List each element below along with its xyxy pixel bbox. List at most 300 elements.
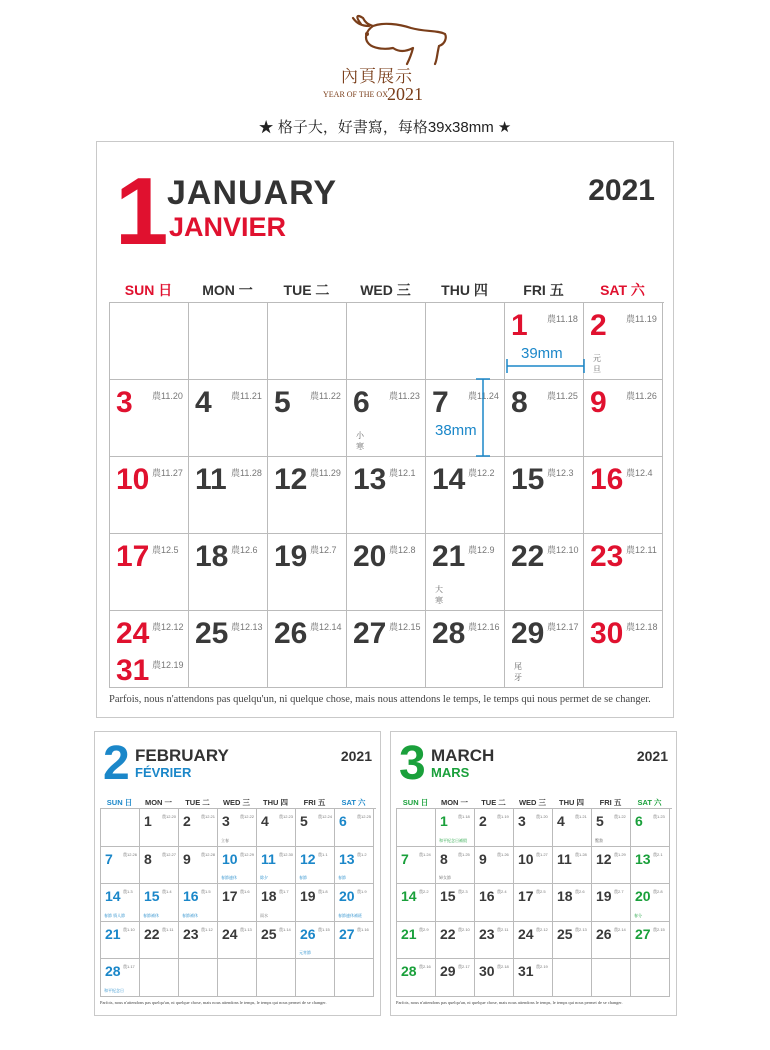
day-number: 17 xyxy=(222,888,238,905)
day-number: 9 xyxy=(590,386,607,419)
day-number: 30 xyxy=(479,963,495,980)
lunar-date: 農2.9 xyxy=(419,926,429,932)
lunar-date: 農12.13 xyxy=(231,622,263,632)
lunar-date: 農1.23 xyxy=(653,814,665,819)
lunar-date: 農1.13 xyxy=(240,926,252,932)
page-header xyxy=(0,0,770,140)
lunar-date: 農12.2 xyxy=(468,468,495,478)
day-cell[interactable] xyxy=(268,611,347,688)
day-cell[interactable] xyxy=(553,884,592,922)
day-cell[interactable] xyxy=(179,809,218,847)
day-cell[interactable] xyxy=(514,922,553,960)
day-number: 10 xyxy=(116,463,150,496)
day-number: 22 xyxy=(440,925,456,942)
day-number: 28 xyxy=(105,963,121,980)
day-number: 20 xyxy=(635,888,651,905)
day-cell[interactable] xyxy=(475,847,514,885)
day-cell[interactable] xyxy=(505,611,584,688)
day-number: 31 xyxy=(518,963,534,980)
lunar-date: 農1.27 xyxy=(536,851,548,857)
lunar-date: 農1.10 xyxy=(123,926,135,932)
day-grid xyxy=(396,808,672,997)
day-number: 10 xyxy=(222,850,238,867)
day-cell[interactable] xyxy=(426,611,522,688)
day-cell[interactable] xyxy=(584,380,663,457)
logo-title: 內頁展示 xyxy=(341,67,413,87)
day-cell[interactable] xyxy=(268,457,347,534)
day-cell[interactable] xyxy=(257,959,296,997)
day-cell[interactable] xyxy=(426,457,505,534)
day-number: 14 xyxy=(105,888,121,905)
day-cell[interactable] xyxy=(296,809,335,847)
lunar-date: 農1.19 xyxy=(497,814,509,819)
day-cell[interactable] xyxy=(101,884,140,922)
lunar-date: 農11.22 xyxy=(310,391,341,401)
day-number: 18 xyxy=(195,540,229,573)
day-cell[interactable] xyxy=(553,847,592,885)
lunar-date: 農12.11 xyxy=(626,545,657,555)
day-number: 13 xyxy=(339,850,355,867)
lunar-date: 農12.6 xyxy=(231,545,258,555)
day-number: 3 xyxy=(222,813,230,829)
day-cell[interactable] xyxy=(505,534,584,611)
day-number: 3 xyxy=(518,813,526,829)
day-cell[interactable] xyxy=(631,884,670,922)
day-cell[interactable] xyxy=(179,959,218,997)
day-cell[interactable] xyxy=(268,380,364,457)
lunar-date: 農2.4 xyxy=(497,889,507,895)
day-number: 27 xyxy=(339,925,355,942)
day-number: 10 xyxy=(518,850,534,867)
lunar-date: 農2.14 xyxy=(614,926,626,932)
festival-label: 春節補休 xyxy=(143,912,159,918)
festival-label: 大寒 xyxy=(435,585,443,605)
day-cell[interactable] xyxy=(436,922,475,960)
lunar-date: 農12.17 xyxy=(547,622,579,632)
weekday-label: FRI 五 xyxy=(303,798,326,807)
day-number: 27 xyxy=(635,925,651,942)
day-number: 2 xyxy=(183,813,191,829)
lunar-date: 農11.28 xyxy=(231,468,262,478)
month-name-fr: JANVIER xyxy=(169,212,287,242)
festival-label: 春節 xyxy=(338,875,346,881)
day-number: 5 xyxy=(274,386,291,419)
day-cell[interactable] xyxy=(436,847,475,885)
lunar-date: 農11.23 xyxy=(389,391,420,401)
weekday-label: THU 四 xyxy=(441,282,488,298)
day-number: 5 xyxy=(300,813,308,829)
day-number: 6 xyxy=(339,813,347,829)
weekday-label: SAT 六 xyxy=(341,798,366,807)
lunar-date: 農12.12 xyxy=(152,622,184,632)
weekday-label: TUE 二 xyxy=(185,798,210,807)
lunar-date: 農11.29 xyxy=(310,468,341,478)
day-cell[interactable] xyxy=(592,959,631,997)
lunar-date: 農1.22 xyxy=(614,814,626,819)
day-cell[interactable] xyxy=(335,809,374,847)
lunar-date: 農12.20 xyxy=(162,814,177,819)
day-cell[interactable] xyxy=(347,303,426,380)
lunar-date: 農11.18 xyxy=(547,314,578,324)
ox-icon xyxy=(333,14,453,66)
lunar-date: 農2.17 xyxy=(458,964,470,970)
february-calendar xyxy=(94,731,381,1016)
lunar-date: 農1.14 xyxy=(279,926,291,932)
weekday-label: MON 一 xyxy=(202,282,253,298)
lunar-date: 農12.22 xyxy=(240,814,255,819)
day-cell[interactable] xyxy=(110,303,189,380)
day-cell[interactable] xyxy=(592,809,631,847)
lunar-date: 農12.3 xyxy=(547,468,574,478)
lunar-date: 農2.19 xyxy=(536,964,548,970)
day-cell[interactable] xyxy=(584,303,663,380)
day-cell[interactable] xyxy=(101,809,140,847)
day-cell[interactable] xyxy=(335,922,374,960)
lunar-date: 農11.26 xyxy=(626,391,657,401)
ox-logo xyxy=(323,14,453,110)
lunar-date: 農12.19 xyxy=(152,659,184,670)
day-number: 1 xyxy=(511,309,528,342)
january-calendar xyxy=(96,141,674,718)
lunar-date: 農12.8 xyxy=(389,545,416,555)
weekday-label: MON 一 xyxy=(144,798,173,807)
lunar-date: 農2.11 xyxy=(497,926,509,932)
day-number: 12 xyxy=(300,850,316,867)
day-number: 16 xyxy=(590,463,624,496)
day-number: 5 xyxy=(596,813,604,829)
day-number: 23 xyxy=(479,925,495,942)
day-number: 11 xyxy=(261,850,276,867)
festival-label: 元旦 xyxy=(593,354,601,374)
day-grid xyxy=(109,302,664,688)
day-number: 16 xyxy=(479,888,495,905)
day-cell[interactable] xyxy=(335,847,374,885)
day-cell[interactable] xyxy=(140,809,179,847)
day-cell[interactable] xyxy=(140,922,179,960)
day-cell[interactable] xyxy=(514,884,553,922)
day-cell[interactable] xyxy=(347,380,426,457)
festival-label: 雨水 xyxy=(260,912,268,918)
weekday-label: SAT 六 xyxy=(637,798,662,807)
lunar-date: 農2.18 xyxy=(497,964,509,970)
day-cell[interactable] xyxy=(397,847,436,885)
day-cell[interactable] xyxy=(436,884,475,922)
year-label: 2021 xyxy=(636,748,668,764)
festival-label: 春節補休 xyxy=(182,912,198,918)
lunar-date: 農12.23 xyxy=(279,814,294,819)
day-number: 21 xyxy=(105,925,121,942)
day-number: 9 xyxy=(183,850,191,867)
lunar-date: 農12.26 xyxy=(123,851,138,857)
day-cell[interactable] xyxy=(514,809,553,847)
day-cell[interactable] xyxy=(335,959,374,997)
day-cell[interactable] xyxy=(218,884,257,922)
lunar-date: 農2.7 xyxy=(614,889,624,895)
day-number: 8 xyxy=(511,386,528,419)
day-number: 22 xyxy=(511,540,545,573)
lunar-date: 農2.12 xyxy=(536,926,548,932)
day-cell[interactable] xyxy=(101,959,140,997)
weekday-label: THU 四 xyxy=(559,798,584,807)
weekday-label: SUN 日 xyxy=(124,282,173,298)
lunar-date: 農11.21 xyxy=(231,391,262,401)
day-number: 12 xyxy=(274,463,308,496)
festival-label: 除夕 xyxy=(260,875,268,881)
day-number: 4 xyxy=(195,386,212,419)
day-number: 21 xyxy=(432,540,466,573)
day-number: 27 xyxy=(353,617,387,650)
day-cell[interactable] xyxy=(101,922,140,960)
day-cell[interactable] xyxy=(631,809,670,847)
footer-quote: Parfois, nous n'attendons pas quelqu'un, ni quelque chose, mais nous attendons le temps, le temps qui nous permet de se changer. xyxy=(396,1000,623,1005)
day-cell[interactable] xyxy=(140,959,179,997)
day-cell[interactable] xyxy=(268,534,347,611)
day-cell[interactable] xyxy=(397,959,436,997)
lunar-date: 農1.8 xyxy=(318,889,328,895)
lunar-date: 農12.29 xyxy=(240,851,255,857)
width-dimension-label: 39mm xyxy=(521,345,563,362)
day-cell[interactable] xyxy=(296,884,335,922)
day-number: 2 xyxy=(590,309,607,342)
day-cell[interactable] xyxy=(296,922,335,960)
festival-label: 春分 xyxy=(634,912,642,918)
day-number: 1 xyxy=(144,813,152,829)
month-name: JANUARY xyxy=(167,174,338,212)
day-number: 14 xyxy=(432,463,466,496)
day-cell[interactable] xyxy=(218,922,257,960)
day-number: 28 xyxy=(432,617,466,650)
festival-label: 元宵節 xyxy=(299,950,311,956)
month-name-fr: MARS xyxy=(431,765,470,780)
day-cell[interactable] xyxy=(592,884,631,922)
day-number: 31 xyxy=(116,653,150,687)
day-number: 26 xyxy=(300,925,316,942)
weekday-label: FRI 五 xyxy=(523,282,564,298)
lunar-date: 農2.6 xyxy=(575,889,585,895)
day-cell[interactable] xyxy=(584,534,663,611)
day-cell[interactable] xyxy=(584,457,663,534)
day-cell[interactable] xyxy=(189,534,268,611)
day-cell[interactable] xyxy=(505,380,584,457)
day-cell[interactable] xyxy=(218,959,257,997)
day-cell[interactable] xyxy=(189,457,268,534)
day-cell[interactable] xyxy=(296,847,335,885)
lunar-date: 農12.5 xyxy=(152,545,179,555)
day-number: 30 xyxy=(590,617,624,650)
day-number: 24 xyxy=(116,617,150,650)
day-number: 19 xyxy=(274,540,308,573)
day-number: 21 xyxy=(401,925,417,942)
lunar-date: 農1.21 xyxy=(575,814,587,819)
day-number: 29 xyxy=(511,617,545,650)
day-cell[interactable] xyxy=(631,847,670,885)
lunar-date: 農2.8 xyxy=(653,889,663,895)
day-number: 1 xyxy=(440,813,448,829)
lunar-date: 農1.18 xyxy=(458,814,470,819)
day-cell[interactable] xyxy=(475,884,514,922)
weekday-label: WED 三 xyxy=(360,282,411,298)
festival-label: 和平紀念日 xyxy=(104,987,124,993)
day-cell[interactable] xyxy=(347,457,426,534)
day-cell[interactable] xyxy=(257,847,296,885)
day-number: 15 xyxy=(511,463,545,496)
day-number: 25 xyxy=(261,925,277,942)
day-cell[interactable] xyxy=(426,380,505,457)
lunar-date: 農1.24 xyxy=(419,851,431,857)
festival-label: 立春 xyxy=(221,837,229,843)
day-cell[interactable] xyxy=(436,959,475,997)
day-cell[interactable] xyxy=(475,922,514,960)
lunar-date: 農1.15 xyxy=(318,926,330,932)
day-cell[interactable] xyxy=(179,884,218,922)
weekday-label: SAT 六 xyxy=(600,282,645,298)
day-cell[interactable] xyxy=(257,922,296,960)
lunar-date: 農1.28 xyxy=(575,851,587,857)
day-cell[interactable] xyxy=(592,922,631,960)
lunar-date: 農2.15 xyxy=(653,926,665,932)
day-cell[interactable] xyxy=(140,884,179,922)
day-cell[interactable] xyxy=(475,809,514,847)
day-number: 25 xyxy=(195,617,229,650)
lunar-date: 農2.16 xyxy=(419,964,431,970)
lunar-date: 農1.26 xyxy=(497,851,509,857)
day-cell[interactable] xyxy=(179,922,218,960)
day-cell[interactable] xyxy=(514,847,553,885)
day-cell[interactable] xyxy=(218,809,257,847)
lunar-date: 農12.9 xyxy=(468,545,495,555)
day-number: 6 xyxy=(353,386,370,419)
lunar-date: 農12.10 xyxy=(547,545,579,555)
day-cell[interactable] xyxy=(553,922,592,960)
day-cell[interactable] xyxy=(584,611,663,688)
day-cell[interactable] xyxy=(631,959,670,997)
month-number: 2 xyxy=(103,737,130,790)
festival-label: 春節連休 xyxy=(221,875,237,881)
weekday-label: FRI 五 xyxy=(599,798,622,807)
lunar-date: 農2.3 xyxy=(458,889,468,895)
lunar-date: 農1.11 xyxy=(162,926,174,932)
day-cell[interactable] xyxy=(140,847,179,885)
day-cell[interactable] xyxy=(257,884,296,922)
day-cell[interactable] xyxy=(631,922,670,960)
day-cell[interactable] xyxy=(592,847,631,885)
lunar-date: 農11.20 xyxy=(152,391,183,401)
day-number: 8 xyxy=(440,850,448,867)
day-cell[interactable] xyxy=(514,959,553,997)
day-cell[interactable] xyxy=(335,884,374,922)
lunar-date: 農1.17 xyxy=(123,964,135,970)
day-number: 20 xyxy=(353,540,387,573)
month-name: FEBRUARY xyxy=(135,746,229,765)
day-cell[interactable] xyxy=(553,959,592,997)
day-number: 11 xyxy=(195,463,227,496)
lunar-date: 農1.3 xyxy=(123,889,133,895)
day-cell[interactable] xyxy=(268,303,347,380)
day-cell[interactable] xyxy=(189,303,268,380)
festival-label: 春節連休補班 xyxy=(338,912,362,918)
lunar-date: 農12.14 xyxy=(310,622,342,632)
lunar-date: 農1.7 xyxy=(279,889,289,895)
lunar-date: 農2.13 xyxy=(575,926,587,932)
footer-quote: Parfois, nous n'attendons pas quelqu'un, ni quelque chose, mais nous attendons le temps, le temps qui nous permet de se changer. xyxy=(109,694,651,705)
day-cell[interactable] xyxy=(189,611,268,688)
day-cell[interactable] xyxy=(110,380,189,457)
day-cell[interactable] xyxy=(347,534,443,611)
day-number: 23 xyxy=(183,925,199,942)
lunar-date: 農12.16 xyxy=(468,622,500,632)
footer-quote: Parfois, nous n'attendons pas quelqu'un, ni quelque chose, mais nous attendons le temps, le temps qui nous permet de se changer. xyxy=(100,1000,327,1005)
lunar-date: 農12.7 xyxy=(310,545,337,555)
day-cell[interactable] xyxy=(426,303,505,380)
festival-label: 驚蟄 xyxy=(595,837,603,843)
day-number: 9 xyxy=(479,850,487,867)
day-number: 16 xyxy=(183,888,199,905)
day-cell[interactable] xyxy=(397,922,436,960)
weekday-label: SUN 日 xyxy=(106,798,133,807)
day-number: 23 xyxy=(590,540,624,573)
weekday-label: WED 三 xyxy=(518,798,547,807)
height-dimension-label: 38mm xyxy=(435,422,477,439)
day-number: 4 xyxy=(557,813,565,829)
day-cell[interactable] xyxy=(505,303,601,380)
day-cell[interactable] xyxy=(505,457,584,534)
day-number: 25 xyxy=(557,925,573,942)
lunar-date: 農12.15 xyxy=(389,622,421,632)
day-cell[interactable] xyxy=(397,884,436,922)
lunar-date: 農12.4 xyxy=(626,468,653,478)
lunar-date: 農12.30 xyxy=(279,851,294,857)
day-cell[interactable] xyxy=(257,809,296,847)
day-number: 18 xyxy=(557,888,573,905)
day-cell[interactable] xyxy=(101,847,140,885)
day-number: 8 xyxy=(144,850,152,867)
day-cell[interactable] xyxy=(110,457,189,534)
day-cell[interactable] xyxy=(296,959,335,997)
day-cell[interactable] xyxy=(189,380,268,457)
weekday-label: THU 四 xyxy=(263,798,288,807)
lunar-date: 農11.27 xyxy=(152,468,183,478)
day-cell[interactable] xyxy=(347,611,426,688)
day-cell[interactable] xyxy=(218,847,257,885)
weekday-label: TUE 二 xyxy=(283,282,330,298)
day-grid xyxy=(100,808,376,997)
day-number: 7 xyxy=(432,386,449,419)
day-cell[interactable] xyxy=(397,809,436,847)
day-number: 24 xyxy=(222,925,238,942)
day-cell[interactable] xyxy=(475,959,514,997)
day-number: 20 xyxy=(339,888,355,905)
weekday-label: SUN 日 xyxy=(402,798,429,807)
day-cell[interactable] xyxy=(426,534,505,611)
month-number: 3 xyxy=(399,737,426,790)
day-cell[interactable] xyxy=(110,534,189,611)
day-cell[interactable] xyxy=(179,847,218,885)
day-number: 4 xyxy=(261,813,269,829)
lunar-date: 農1.4 xyxy=(162,889,172,895)
day-cell[interactable] xyxy=(110,611,189,688)
month-number: 1 xyxy=(115,158,169,265)
tagline: ★ 格子大，好書寫，每格39x38mm ★ xyxy=(258,119,512,136)
lunar-date: 農1.25 xyxy=(458,851,470,857)
day-number: 13 xyxy=(635,850,651,867)
day-number: 17 xyxy=(518,888,534,905)
day-cell[interactable] xyxy=(553,809,592,847)
day-cell[interactable] xyxy=(436,809,475,847)
lunar-date: 農11.19 xyxy=(626,314,657,324)
festival-label: 尾牙 xyxy=(514,662,522,682)
festival-label: 小寒 xyxy=(356,431,364,451)
lunar-date: 農12.1 xyxy=(389,468,416,478)
